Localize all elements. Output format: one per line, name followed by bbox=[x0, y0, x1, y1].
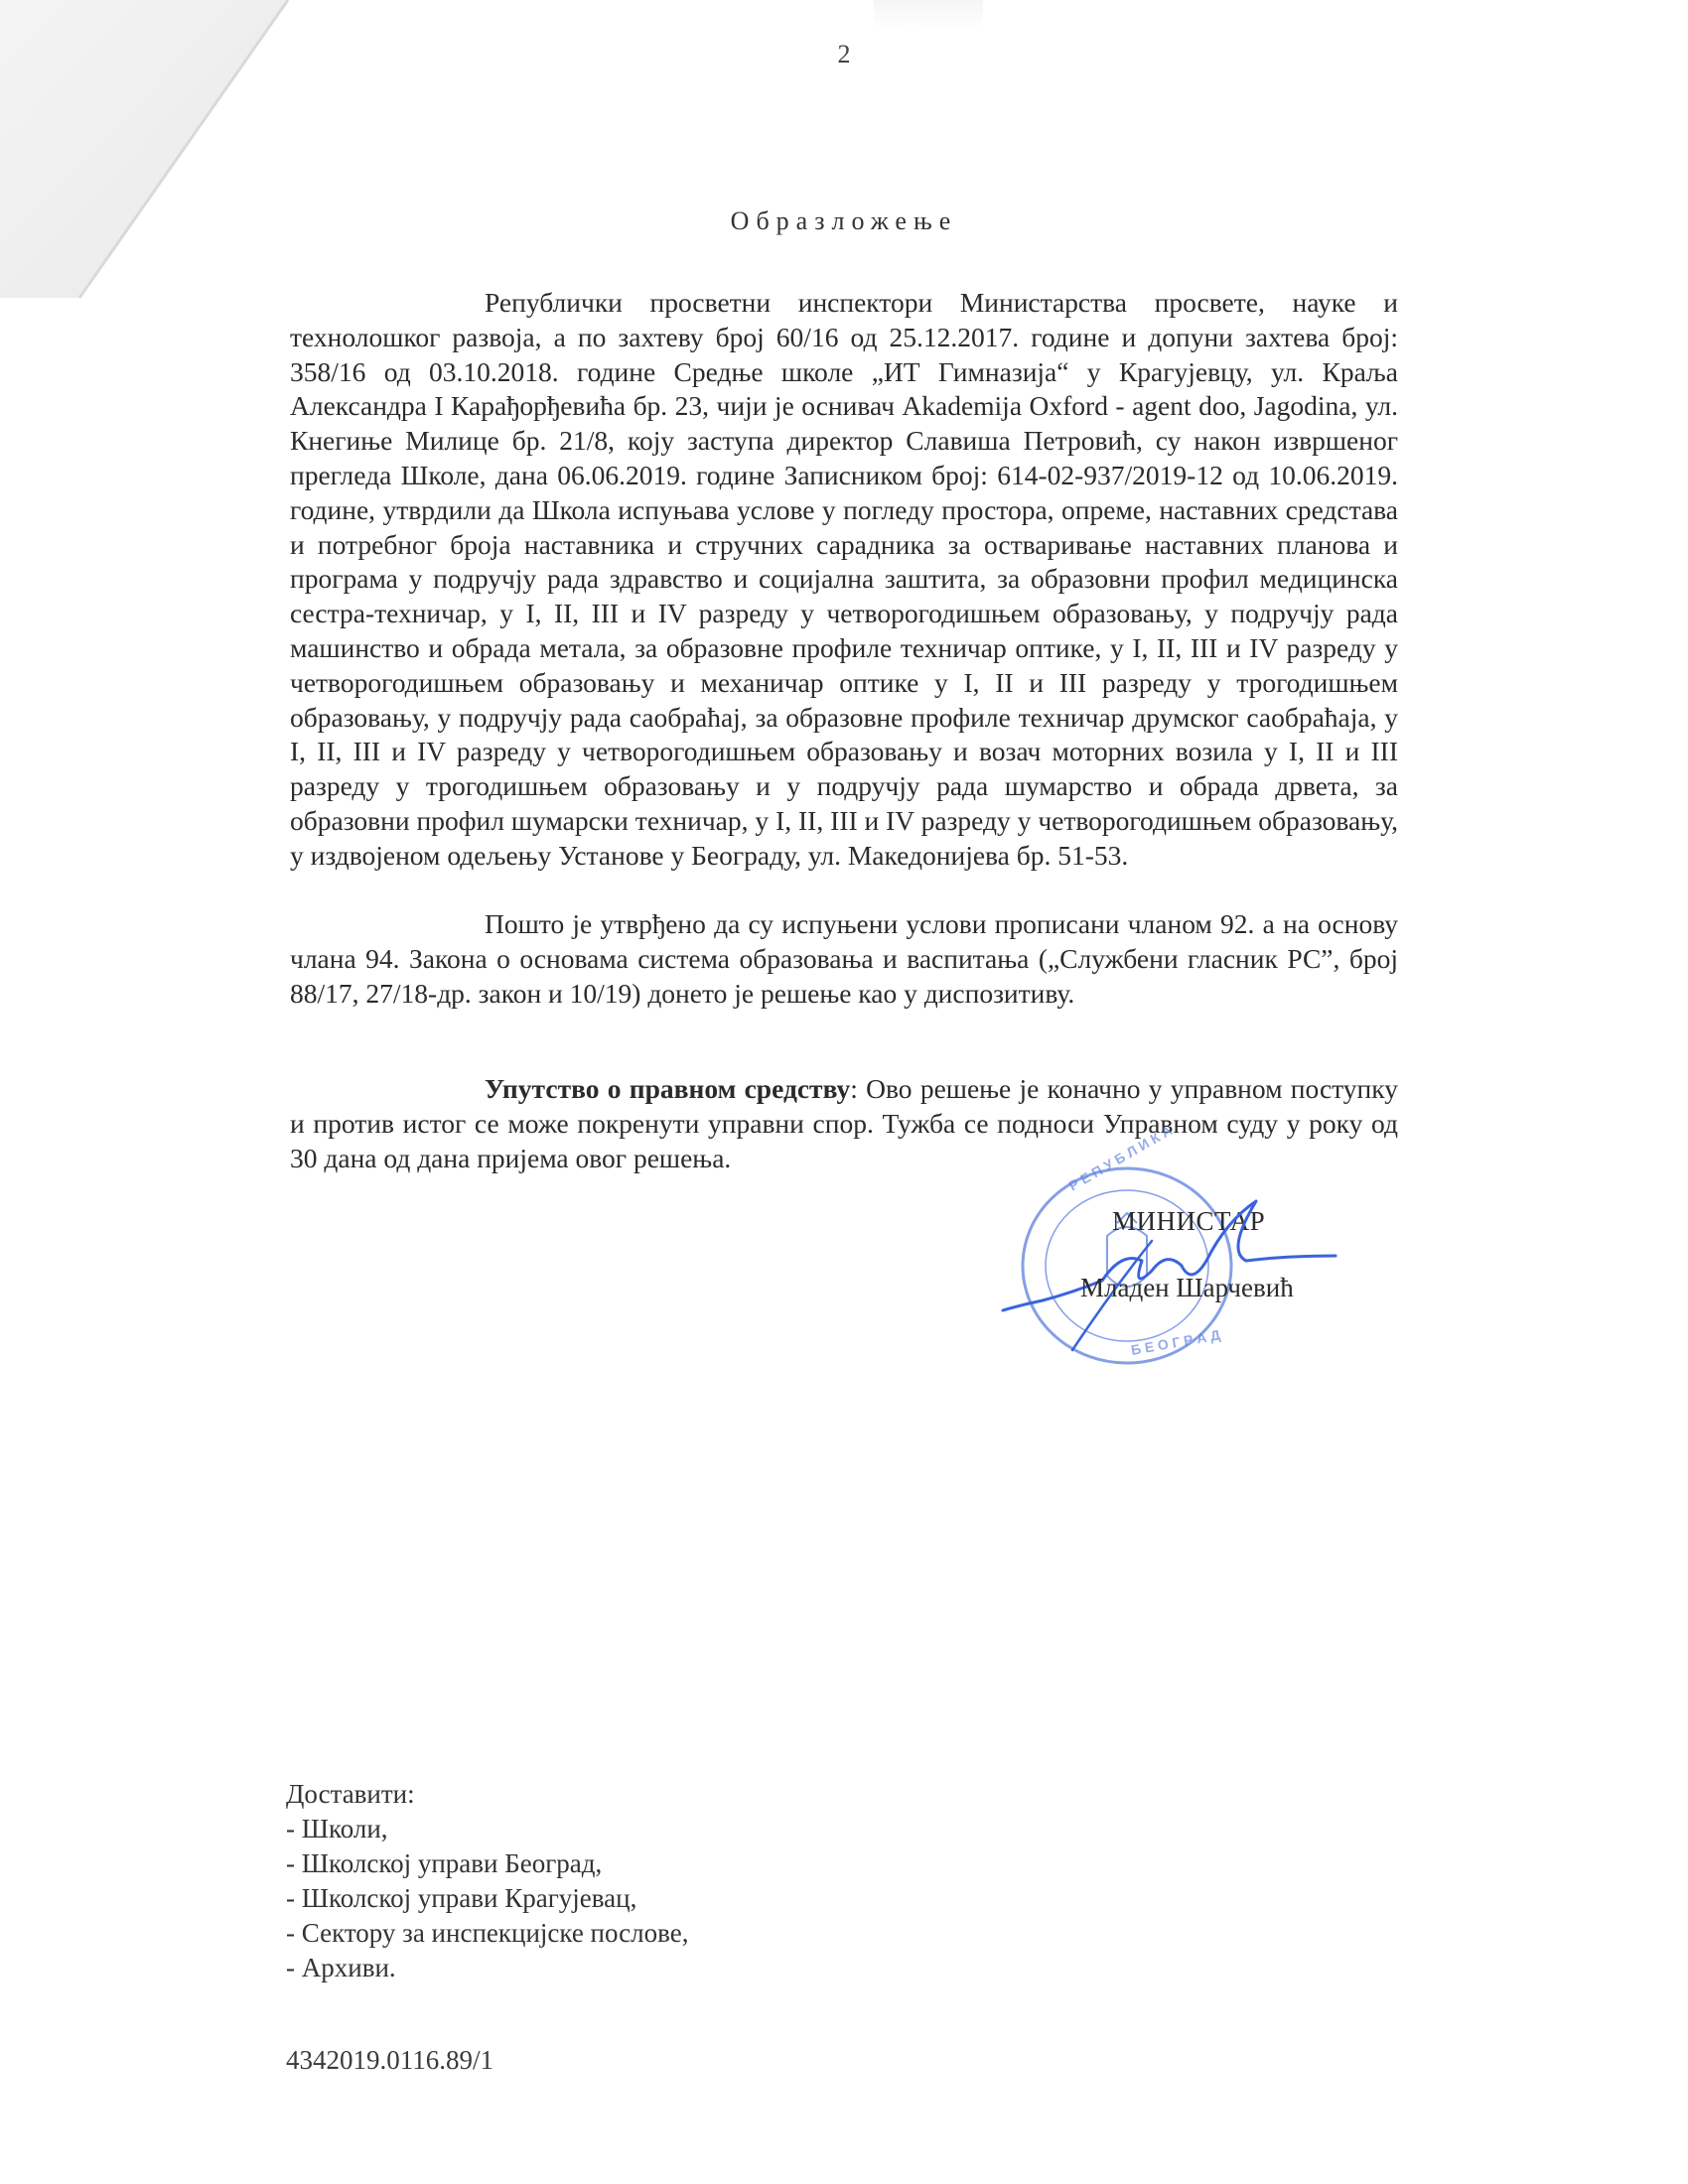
legal-basis-paragraph bbox=[290, 907, 1398, 1011]
explanation-paragraph bbox=[290, 286, 1398, 874]
page-number: 2 bbox=[837, 40, 851, 68]
paragraph-text: Пошто је утврђено да су испуњени услови прописани чланом 92. а на основу члана 94. Закона о основама система образовања и васпитања („Службени гласник РС”, број 88/17, 27/18-др. закон и 10/19) донето је решење као у диспозитиву. bbox=[290, 908, 1398, 1009]
section-heading: Образложење bbox=[730, 206, 958, 235]
minister-title: МИНИСТАР bbox=[1112, 1206, 1266, 1236]
delivery-list bbox=[286, 1777, 688, 1985]
svg-text:Р Е П У Б Л И К А: Р Е П У Б Л И К А bbox=[1065, 1122, 1175, 1194]
delivery-label: Доставити: bbox=[286, 1779, 415, 1809]
svg-text:Б Е О Г Р А Д: Б Е О Г Р А Д bbox=[1129, 1326, 1222, 1358]
legal-remedy-text: : Ово решење је коначно у управном поступку и против истог се може покренути управни спор. Тужба се подноси Управном суду у року од 30 дана од дана пријема овог решења. bbox=[290, 1073, 1398, 1173]
delivery-item: - Школској управи Београд, bbox=[286, 1848, 603, 1878]
signature-block bbox=[993, 1122, 1370, 1380]
delivery-item: - Школи, bbox=[286, 1814, 388, 1843]
delivery-item: - Сектору за инспекцијске послове, bbox=[286, 1918, 689, 1948]
minister-name: Младен Шарчевић bbox=[1080, 1273, 1294, 1302]
scan-bleed-through bbox=[874, 0, 983, 30]
document-reference-number: 4342019.0116.89/1 bbox=[286, 2045, 493, 2075]
delivery-item: - Архиви. bbox=[286, 1953, 396, 1982]
legal-remedy-label: Упутство о правном средству bbox=[485, 1073, 851, 1104]
paragraph-text: Републички просветни инспектори Министарства просвете, науке и технолошког развоја, а по захтеву број 60/16 од 25.12.2017. године и допуни захтева број: 358/16 од 03.10.2018. године Средње школе „ИТ Гимназија“ у Крагујевцу, ул. Краља Александра I Карађорђевића бр. 23, чији је оснивач Akademija Oxford - agent doo, Jagodina, ул. Кнегиње Милице бр. 21/8, коју заступа директор Славиша Петровић, су након извршеног прегледа Школе, дана 06.06.2019. године Записником број: 614-02-937/2019-12 од 10.06.2019. године, утврдили да Школа испуњава услове у погледу простора, опреме, наставних средстава и потребног броја наставника и стручних сарадника за остваривање наставних планова и програма у подручју рада здравство и социјална заштита, за образовни профил медицинска сестра-техничар, у I, II, III и IV разреду у четворогодишњем образовању, у подручју рада машинство и обрада метала, за образовне профиле техничар оптике, у I, II, III и IV разреду у четворогодишњем образовању и механичар оптике у I, II и III разреду у трогодишњем образовању, у подручју рада саобраћај, за образовне профиле техничар друмског саобраћаја, у I, II, III и IV разреду у четворогодишњем образовању и возач моторних возила у I, II и III разреду у трогодишњем образовању и у подручју рада шумарство и обрада дрвета, за образовни профил шумарски техничар, у I, II, III и IV разреду у четворогодишњем образовању, у издвојеном одељењу Установе у Београду, ул. Македонијева бр. 51-53. bbox=[290, 287, 1398, 871]
delivery-item: - Школској управи Крагујевац, bbox=[286, 1883, 637, 1913]
